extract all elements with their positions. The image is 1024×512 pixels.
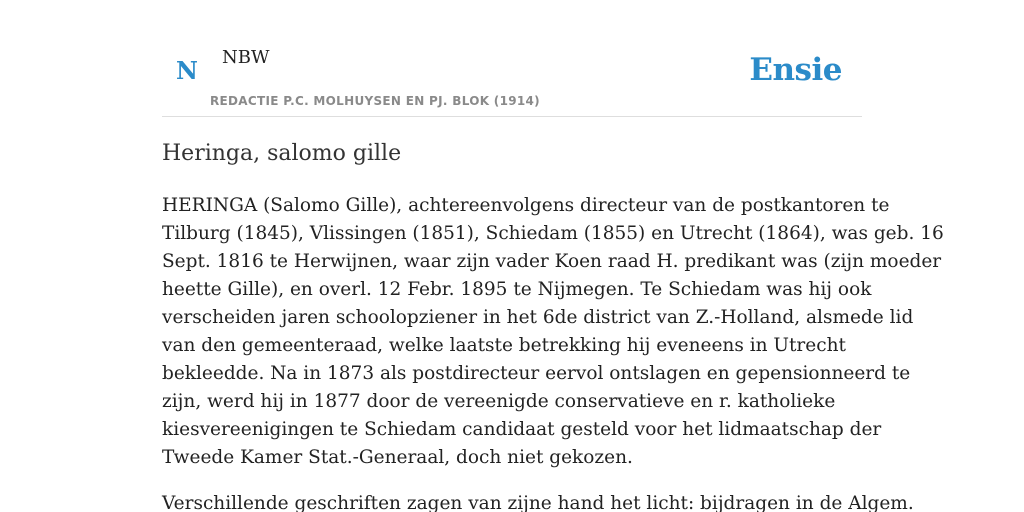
paragraph-line: verscheiden jaren schoolopziener in het 6de district van Z.-Holland, alsmede lid xyxy=(162,307,914,328)
paragraph-line: van den gemeenteraad, welke laatste betrekking hij eveneens in Utrecht xyxy=(162,335,846,356)
article-paragraph-2 xyxy=(162,490,914,512)
paragraph-line: Verschillende geschriften zagen van zijne hand het licht: bijdragen in de Algem. xyxy=(162,493,914,512)
article xyxy=(162,136,944,512)
paragraph-line: Tilburg (1845), Vlissingen (1851), Schiedam (1855) en Utrecht (1864), was geb. 16 xyxy=(162,223,944,244)
article-title: Heringa, salomo gille xyxy=(162,141,402,166)
article-paragraph-1 xyxy=(162,192,944,472)
paragraph-line: bekleedde. Na in 1873 als postdirecteur eervol ontslagen en gepensionneerd te xyxy=(162,363,911,384)
source-subtitle: REDACTIE P.C. MOLHUYSEN EN PJ. BLOK (1914) xyxy=(210,94,540,108)
paragraph-line: kiesvereenigingen te Schiedam candidaat gesteld voor het lidmaatschap der xyxy=(162,419,882,440)
paragraph-line: Sept. 1816 te Herwijnen, waar zijn vader Koen raad H. predikant was (zijn moeder xyxy=(162,251,942,272)
paragraph-line: Tweede Kamer Stat.-Generaal, doch niet gekozen. xyxy=(162,447,633,468)
paragraph-line: heette Gille), en overl. 12 Febr. 1895 te Nijmegen. Te Schiedam was hij ook xyxy=(162,279,872,300)
paragraph-line: HERINGA (Salomo Gille), achtereenvolgens directeur van de postkantoren te xyxy=(162,195,890,216)
paragraph-line: zijn, werd hij in 1877 door de vereenigde conservatieve en r. katholieke xyxy=(162,391,836,412)
brand-logo[interactable]: Ensie xyxy=(749,52,842,88)
source-header xyxy=(162,0,862,117)
source-title[interactable]: NBW xyxy=(222,47,270,68)
source-logo-icon[interactable]: N xyxy=(176,56,198,85)
